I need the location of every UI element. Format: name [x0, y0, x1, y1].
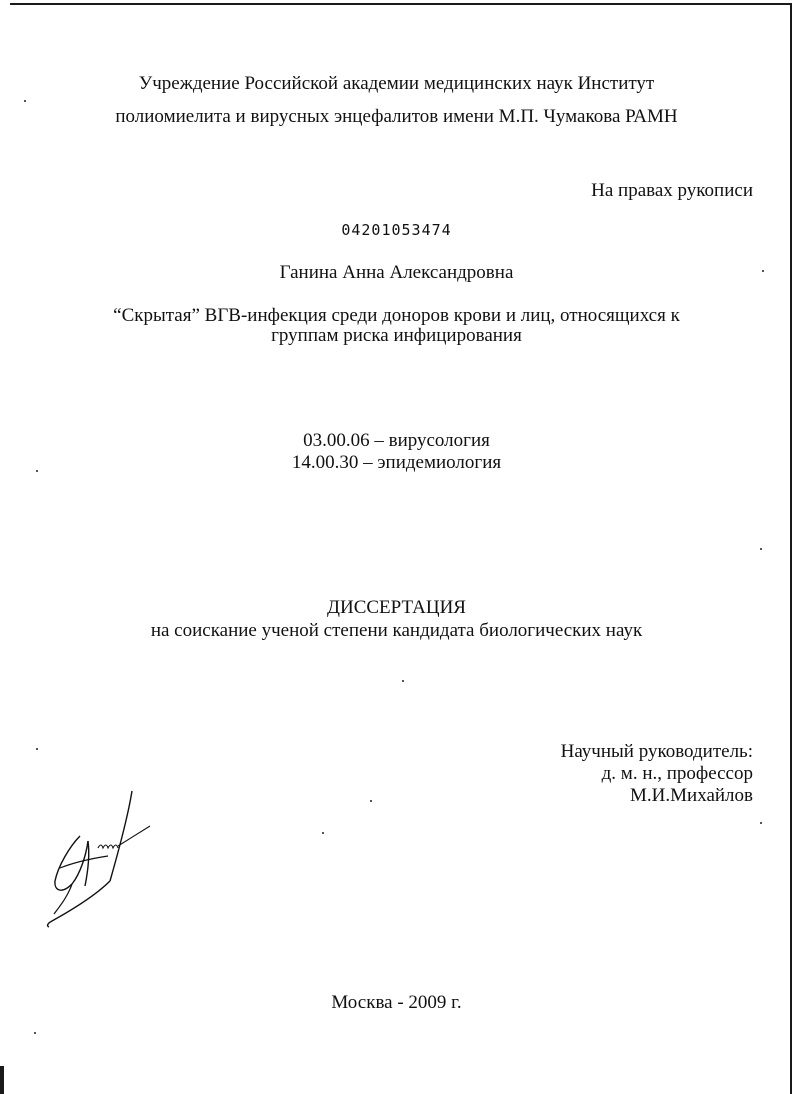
author-name: Ганина Анна Александровна [279, 262, 514, 283]
scan-speck [760, 548, 762, 550]
thesis-title-line-2: группам риска инфицирования [271, 325, 522, 346]
scan-speck [402, 680, 404, 682]
document-type: ДИССЕРТАЦИЯ [327, 597, 466, 618]
degree-line: на соискание ученой степени кандидата биологических наук [150, 620, 643, 641]
thesis-title-line-1: “Скрытая” ВГВ-инфекция среди доноров крови и лиц, относящихся к [113, 305, 680, 326]
place-and-year: Москва - 2009 г. [331, 992, 462, 1013]
institution-line-2: полиомиелита и вирусных энцефалитов имени М.П. Чумакова РАМН [115, 106, 678, 127]
scan-speck [36, 748, 38, 750]
supervisor-name: М.И.Михайлов [630, 785, 753, 806]
scan-speck [34, 1032, 36, 1034]
scan-speck [24, 100, 26, 102]
scan-speck [762, 270, 764, 272]
scan-border-right [790, 3, 792, 1094]
scan-speck [760, 822, 762, 824]
specialty-virology: 03.00.06 – вирусология [303, 430, 490, 451]
scan-speck [36, 470, 38, 472]
institution-line-1: Учреждение Российской академии медицинских наук Институт [138, 73, 655, 94]
supervisor-credentials: д. м. н., профессор [601, 763, 753, 784]
registration-number: 04201053474 [341, 221, 452, 239]
scan-speck [322, 832, 324, 834]
signature-image [40, 786, 160, 931]
supervisor-label: Научный руководитель: [560, 741, 753, 762]
scan-border-top [10, 3, 791, 5]
specialty-epidemiology: 14.00.30 – эпидемиология [291, 452, 502, 473]
scan-speck [370, 800, 372, 802]
rights-note: На правах рукописи [591, 180, 753, 201]
scan-edge-mark [0, 1066, 4, 1094]
